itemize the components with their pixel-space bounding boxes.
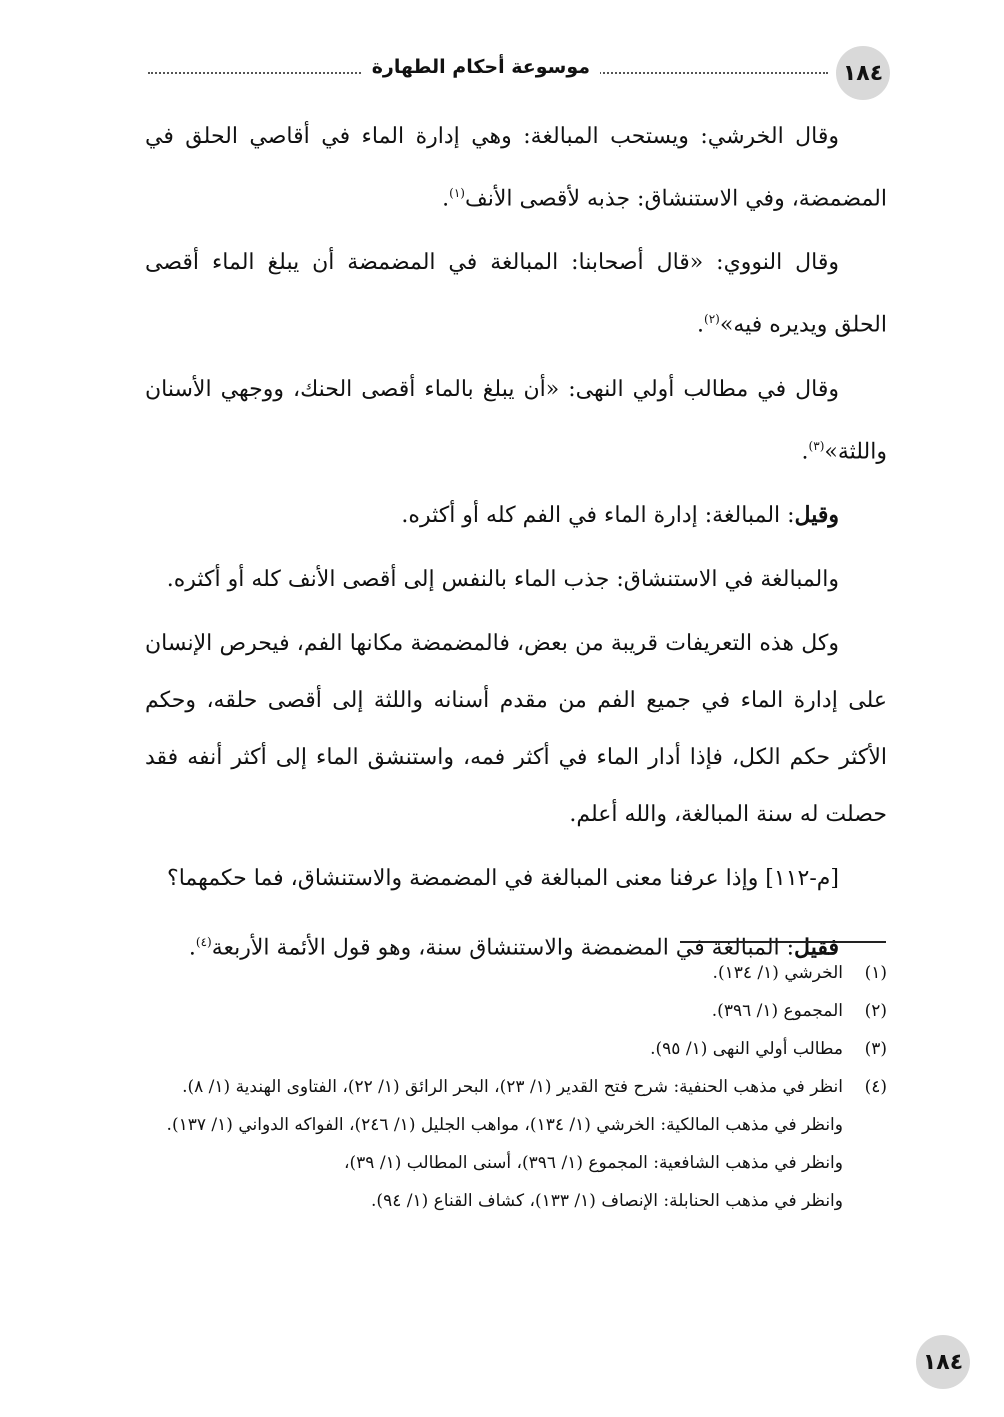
footnote-number: (٣)	[864, 1039, 887, 1059]
footnote-3	[145, 1030, 887, 1068]
footnote-ref-4[interactable]: (٤)	[195, 934, 212, 949]
footnote-4-shafii: وانظر في مذهب الشافعية: المجموع (١/ ٣٩٦)، أسنى المطالب (١/ ٣٩)،	[344, 1153, 843, 1173]
footnote-1	[145, 954, 887, 992]
footnote-text: الخرشي (١/ ١٣٤).	[712, 963, 843, 983]
footnotes	[145, 954, 887, 1220]
bold-lead-word: وقيل	[794, 501, 839, 528]
footnote-number: (٢)	[864, 1001, 887, 1021]
page-header	[140, 44, 890, 104]
footnote-4-hanbali: وانظر في مذهب الحنابلة: الإنصاف (١/ ١٣٣)، كشاف القناع (١/ ٩٤).	[371, 1191, 843, 1211]
footnote-2	[145, 992, 887, 1030]
footnote-ref-1[interactable]: (١)	[449, 186, 465, 200]
header-page-number: ١٨٤	[836, 46, 890, 100]
footnote-ref-2[interactable]: (٢)	[704, 312, 720, 327]
paragraph-7: [م-١١٢] وإذا عرفنا معنى المبالغة في المضمضة والاستنشاق، فما حكمهما؟	[167, 865, 839, 891]
paragraph-4: وقيل: المبالغة: إدارة الماء في الفم كله أو أكثره.	[401, 501, 839, 528]
paragraph-2: وقال النووي: «قال أصحابنا: المبالغة في المضمضة أن يبلغ الماء أقصى الحلق ويديره فيه»$^{(٢)}$.	[145, 250, 887, 338]
footnote-4-maliki: وانظر في مذهب المالكية: الخرشي (١/ ١٣٤)، مواهب الجليل (١/ ٢٤٦)، الفواكه الدواني (١/ ١٣٧).	[166, 1115, 843, 1135]
footnote-text: المجموع (١/ ٣٩٦).	[711, 1001, 843, 1021]
footnote-number: (٤)	[864, 1077, 887, 1097]
footnote-ref-3[interactable]: (٣)	[808, 438, 825, 453]
main-text	[145, 108, 887, 983]
bold-lead-word: فقيل	[794, 934, 839, 961]
header-book-title: موسوعة أحكام الطهارة	[362, 56, 600, 78]
footnote-number: (١)	[864, 963, 887, 983]
paragraph-8: فقيل: المبالغة في المضمضة والاستنشاق سنة، وهو قول الأئمة الأربعة$^{(٤)}$.	[188, 934, 839, 961]
footnote-4	[145, 1068, 887, 1106]
footnote-text: انظر في مذهب الحنفية: شرح فتح القدير (١/ ٢٣)، البحر الرائق (١/ ٢٢)، الفتاوى الهندية (١/ ٨).	[182, 1077, 843, 1097]
paragraph-1: وقال الخرشي: ويستحب المبالغة: وهي إدارة الماء في أقاصي الحلق في المضمضة، وفي الاستنشاق: جذبه لأقصى الأنف$^{(١)}$.	[145, 124, 887, 212]
footer-page-number: ١٨٤	[916, 1335, 970, 1389]
paragraph-6: وكل هذه التعريفات قريبة من بعض، فالمضمضة مكانها الفم، فيحرص الإنسان على إدارة الماء في جميع الفم من مقدم أسنانه واللثة إلى أقصى حلقه، وحكم الأكثر حكم الكل، فإذا أدار الماء في أكثر فمه، واستنشق الماء إلى أكثر أنفه فقد حصلت له سنة المبالغة، والله أعلم.	[145, 630, 887, 827]
paragraph-5: والمبالغة في الاستنشاق: جذب الماء بالنفس إلى أقصى الأنف كله أو أكثره.	[166, 566, 839, 592]
footnote-text: مطالب أولي النهى (١/ ٩٥).	[650, 1039, 843, 1059]
footnote-separator	[680, 941, 886, 943]
paragraph-3: وقال في مطالب أولي النهى: «أن يبلغ بالماء أقصى الحنك، ووجهي الأسنان واللثة»$^{(٣)}$.	[145, 376, 887, 464]
